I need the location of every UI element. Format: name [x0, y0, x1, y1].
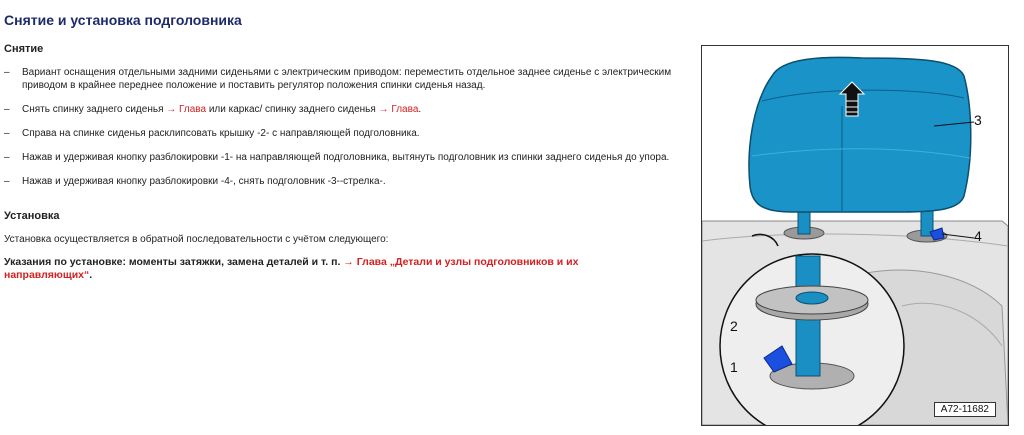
list-dash: – [4, 128, 10, 139]
step-text: или каркас/ спинку заднего сиденья [206, 104, 379, 115]
list-dash: – [4, 104, 10, 115]
figure-code: A72-11682 [934, 402, 996, 417]
callout-4: 4 [974, 228, 982, 244]
step-text: Вариант оснащения отдельными задними сиденьями с электрическим приводом: переместить отдельное заднее сиденье с электрическим приводом в крайнее переднее положение и поставить регулятор положения спинки сиденья назад. [22, 67, 672, 91]
removal-step-5 [4, 175, 684, 188]
chapter-link[interactable]: → Глава [166, 104, 207, 115]
step-text: Нажав и удерживая кнопку разблокировки -4-, снять подголовник -3--стрелка-. [22, 176, 386, 187]
installation-text: Установка осуществляется в обратной последовательности с учётом следующего: [4, 234, 389, 245]
removal-step-4 [4, 151, 684, 164]
page-title: Снятие и установка подголовника [4, 12, 242, 28]
step-text: Снять спинку заднего сиденья [22, 104, 167, 115]
callout-1: 1 [730, 359, 738, 375]
removal-heading: Снятие [4, 43, 44, 55]
removal-steps [4, 66, 684, 199]
chapter-link[interactable]: → Глава [378, 104, 419, 115]
note-end: . [89, 269, 93, 281]
step-text: Нажав и удерживая кнопку разблокировки -1- на направляющей подголовника, вытянуть подголовник из спинки заднего сиденья до упора. [22, 152, 670, 163]
chapter-link[interactable]: → Глава „Детали и узлы подголовников и их направляющих“ [4, 256, 579, 281]
list-dash: – [4, 67, 10, 78]
installation-note [4, 256, 644, 282]
headrest-shape [749, 57, 971, 212]
removal-step-3 [4, 127, 684, 140]
step-text: . [418, 104, 422, 115]
headrest-illustration [702, 46, 1008, 425]
removal-step-2 [4, 103, 684, 116]
callout-3: 3 [974, 112, 982, 128]
removal-step-1 [4, 66, 684, 92]
list-dash: – [4, 152, 10, 163]
list-dash: – [4, 176, 10, 187]
headrest-figure [701, 45, 1009, 426]
note-text: Указания по установке: моменты затяжки, замена деталей и т. п. [4, 256, 344, 268]
installation-heading: Установка [4, 210, 60, 222]
callout-2: 2 [730, 318, 738, 334]
step-text: Справа на спинке сиденья расклипсовать крышку -2- с направляющей подголовника. [22, 128, 420, 139]
